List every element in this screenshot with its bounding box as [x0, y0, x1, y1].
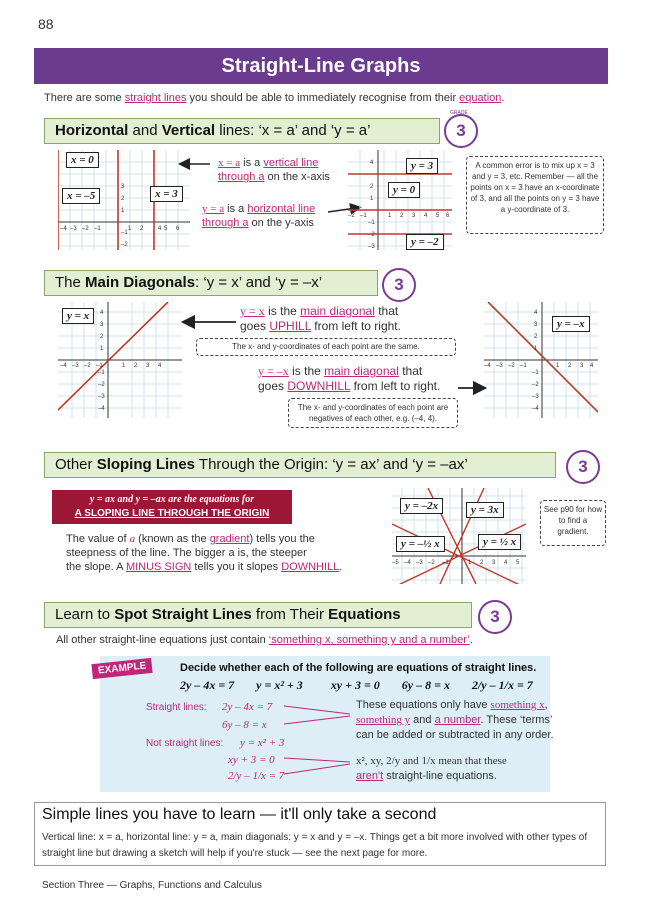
section-footer: Section Three — Graphs, Functions and Calculus: [42, 880, 262, 891]
svg-text:2: 2: [121, 196, 125, 202]
svg-text:–3: –3: [532, 394, 539, 400]
straight-lines-label: Straight lines:: [146, 702, 207, 713]
svg-text:–1: –1: [96, 363, 103, 369]
svg-text:–2: –2: [532, 382, 539, 388]
svg-text:4: 4: [370, 160, 374, 166]
svg-text:4: 4: [534, 310, 538, 316]
svg-text:–5: –5: [392, 560, 399, 566]
intro-text: There are some straight lines you should be able to immediately recognise from their equation.: [44, 92, 505, 104]
svg-text:2: 2: [100, 334, 104, 340]
svg-text:3: 3: [580, 363, 584, 369]
svg-text:5: 5: [164, 226, 168, 232]
svg-text:–2: –2: [368, 232, 375, 238]
label-y-minus-half-x: y = –½ x: [396, 536, 445, 552]
svg-text:–3: –3: [416, 560, 423, 566]
svg-text:–4: –4: [484, 363, 491, 369]
equation-5: 2/y – 1/x = 7: [471, 678, 533, 692]
svg-text:2: 2: [480, 560, 484, 566]
label-y-3x: y = 3x: [466, 502, 504, 518]
page-title: Straight-Line Graphs: [34, 48, 608, 84]
svg-text:1: 1: [556, 363, 560, 369]
label-y-equals-x: y = x: [62, 308, 94, 324]
equation-4: 6y – 8 = x: [401, 678, 450, 692]
tip-box-same: The x- and y-coordinates of each point are the same.: [196, 338, 456, 356]
svg-text:4: 4: [158, 226, 162, 232]
not-eq-2: xy + 3 = 0: [228, 754, 275, 766]
grade-badge-section2: 3: [382, 268, 416, 302]
svg-text:–2: –2: [508, 363, 515, 369]
label-y0: y = 0: [388, 182, 420, 198]
not-straight-lines-label: Not straight lines:: [146, 738, 224, 749]
svg-text:–3: –3: [98, 394, 105, 400]
svg-text:1: 1: [100, 346, 104, 352]
svg-text:1: 1: [122, 363, 126, 369]
svg-text:–3: –3: [496, 363, 503, 369]
svg-text:3: 3: [412, 213, 416, 219]
equation-2: y = x² + 3: [256, 678, 303, 692]
svg-text:–4: –4: [532, 406, 539, 412]
label-y-minus-2x: y = –2x: [400, 498, 443, 514]
svg-text:–1: –1: [442, 560, 449, 566]
section4-subtitle: All other straight-line equations just contain ‘something x, something y and a number’.: [56, 634, 473, 646]
equation-list: [180, 678, 533, 693]
example-question: Decide whether each of the following are equations of straight lines.: [180, 662, 537, 674]
section3-heading: Other Sloping Lines Through the Origin: ‘y = ax’ and ‘y = –ax’: [44, 452, 556, 478]
straight-lines-link: straight lines: [124, 92, 187, 104]
svg-text:–1: –1: [532, 370, 539, 376]
tip-box-section1: A common error is to mix up x = 3 and y = 3, etc. Remember — all the points on x = 3 have an x-coordinate of 3, and all the points on y = 3 have a y-coordinate of 3.: [466, 156, 604, 234]
svg-text:–2: –2: [121, 242, 128, 248]
svg-text:–2: –2: [84, 363, 91, 369]
svg-text:2: 2: [534, 334, 538, 340]
equation-3: xy + 3 = 0: [330, 678, 380, 692]
svg-text:4: 4: [424, 213, 428, 219]
svg-text:3: 3: [146, 363, 150, 369]
svg-text:4: 4: [100, 310, 104, 316]
svg-text:–4: –4: [60, 226, 67, 232]
svg-text:–1: –1: [98, 370, 105, 376]
svg-text:–3: –3: [368, 244, 375, 250]
svg-text:2: 2: [400, 213, 404, 219]
page-number: 88: [38, 16, 54, 32]
svg-text:5: 5: [516, 560, 520, 566]
svg-text:2: 2: [370, 184, 374, 190]
summary-text: Vertical line: x = a, horizontal line: y = a, main diagonals: y = x and y = –x. Things get a bit more involved with other types of straight line but drawing a sketch will help if you're stuck — see the next page for more.: [42, 832, 588, 859]
gradient-text: The value of a (known as the gradient) tells you the steepness of the line. The bigger a is, the steeper the slope. A MINUS SIGN tells you it slopes DOWNHILL.: [66, 533, 343, 573]
svg-text:3: 3: [492, 560, 496, 566]
svg-text:–4: –4: [60, 363, 67, 369]
svg-text:–1: –1: [121, 230, 128, 236]
not-straight-explanation: x², xy, 2/y and 1/x mean that these aren't straight-line equations.: [356, 755, 507, 782]
equation-link: equation: [459, 92, 502, 104]
svg-text:3: 3: [534, 322, 538, 328]
label-x0: x = 0: [66, 152, 99, 168]
label-x3: x = 3: [150, 186, 183, 202]
downhill-text: y = –x is the main diagonal that goes DOWNHILL from left to right.: [258, 364, 441, 393]
section1-heading: Horizontal and Vertical lines: ‘x = a’ and ‘y = a’: [44, 118, 440, 144]
grade-badge: 3: [444, 114, 478, 148]
label-xm5: x = –5: [62, 188, 100, 204]
straight-explanation: These equations only have something x, something y and a number. These ‘terms’ can be added or subtracted in any order.: [356, 699, 554, 741]
tip-box-negatives: The x- and y-coordinates of each point are negatives of each other, e.g. (–4, 4).: [288, 398, 458, 428]
section2-heading: The Main Diagonals: ‘y = x’ and ‘y = –x’: [44, 270, 378, 296]
svg-text:–2: –2: [98, 382, 105, 388]
horizontal-line-text: y = a is a horizontal line through a on the y-axis: [202, 203, 316, 229]
label-y3: y = 3: [406, 158, 438, 174]
grade-badge-section4: 3: [478, 600, 512, 634]
svg-text:1: 1: [388, 213, 392, 219]
grade-badge-label: GRADE: [450, 110, 468, 116]
svg-text:–4: –4: [404, 560, 411, 566]
svg-text:1: 1: [534, 346, 538, 352]
svg-text:–1: –1: [360, 213, 367, 219]
svg-text:5: 5: [436, 213, 440, 219]
example-tag: EXAMPLE: [91, 658, 153, 679]
svg-text:–2: –2: [348, 213, 355, 219]
svg-text:–1: –1: [94, 226, 101, 232]
not-eq-3: 2/y – 1/x = 7: [228, 770, 285, 782]
label-ym2: y = –2: [406, 234, 444, 250]
svg-text:6: 6: [446, 213, 450, 219]
summary-title: Simple lines you have to learn — it'll only take a second: [42, 806, 437, 823]
straight-eq-1: 2y – 4x = 7: [222, 701, 273, 713]
svg-text:–3: –3: [70, 226, 77, 232]
svg-text:–1: –1: [520, 363, 527, 369]
svg-text:4: 4: [158, 363, 162, 369]
svg-text:3: 3: [100, 322, 104, 328]
svg-text:1: 1: [128, 226, 132, 232]
grade-badge-section3: 3: [566, 450, 600, 484]
svg-text:–3: –3: [72, 363, 79, 369]
svg-text:2: 2: [134, 363, 138, 369]
equation-1: 2y – 4x = 7: [180, 678, 235, 692]
label-y-equals-minus-x: y = –x: [552, 316, 590, 332]
svg-text:4: 4: [504, 560, 508, 566]
section4-heading: Learn to Spot Straight Lines from Their Equations: [44, 602, 472, 628]
not-eq-1: y = x² + 3: [240, 737, 285, 749]
svg-text:–1: –1: [368, 220, 375, 226]
uphill-text: y = x is the main diagonal that goes UPHILL from left to right.: [240, 304, 401, 333]
svg-text:4: 4: [590, 363, 594, 369]
svg-text:3: 3: [121, 184, 125, 190]
vertical-line-text: x = a is a vertical line through a on the x-axis: [218, 157, 330, 183]
tip-box-gradient: See p90 for how to find a gradient.: [540, 500, 606, 546]
svg-text:1: 1: [121, 208, 125, 214]
svg-text:–4: –4: [98, 406, 105, 412]
sloping-line-banner: y = ax and y = –ax are the equations for A SLOPING LINE THROUGH THE ORIGIN: [52, 490, 292, 524]
svg-text:2: 2: [140, 226, 144, 232]
svg-text:6: 6: [176, 226, 180, 232]
svg-text:1: 1: [468, 560, 472, 566]
example-connector-lines: [280, 700, 360, 780]
svg-text:1: 1: [370, 196, 374, 202]
label-y-half-x: y = ½ x: [478, 534, 521, 550]
svg-text:2: 2: [568, 363, 572, 369]
straight-eq-2: 6y – 8 = x: [222, 719, 267, 731]
svg-text:–2: –2: [82, 226, 89, 232]
svg-text:–2: –2: [428, 560, 435, 566]
